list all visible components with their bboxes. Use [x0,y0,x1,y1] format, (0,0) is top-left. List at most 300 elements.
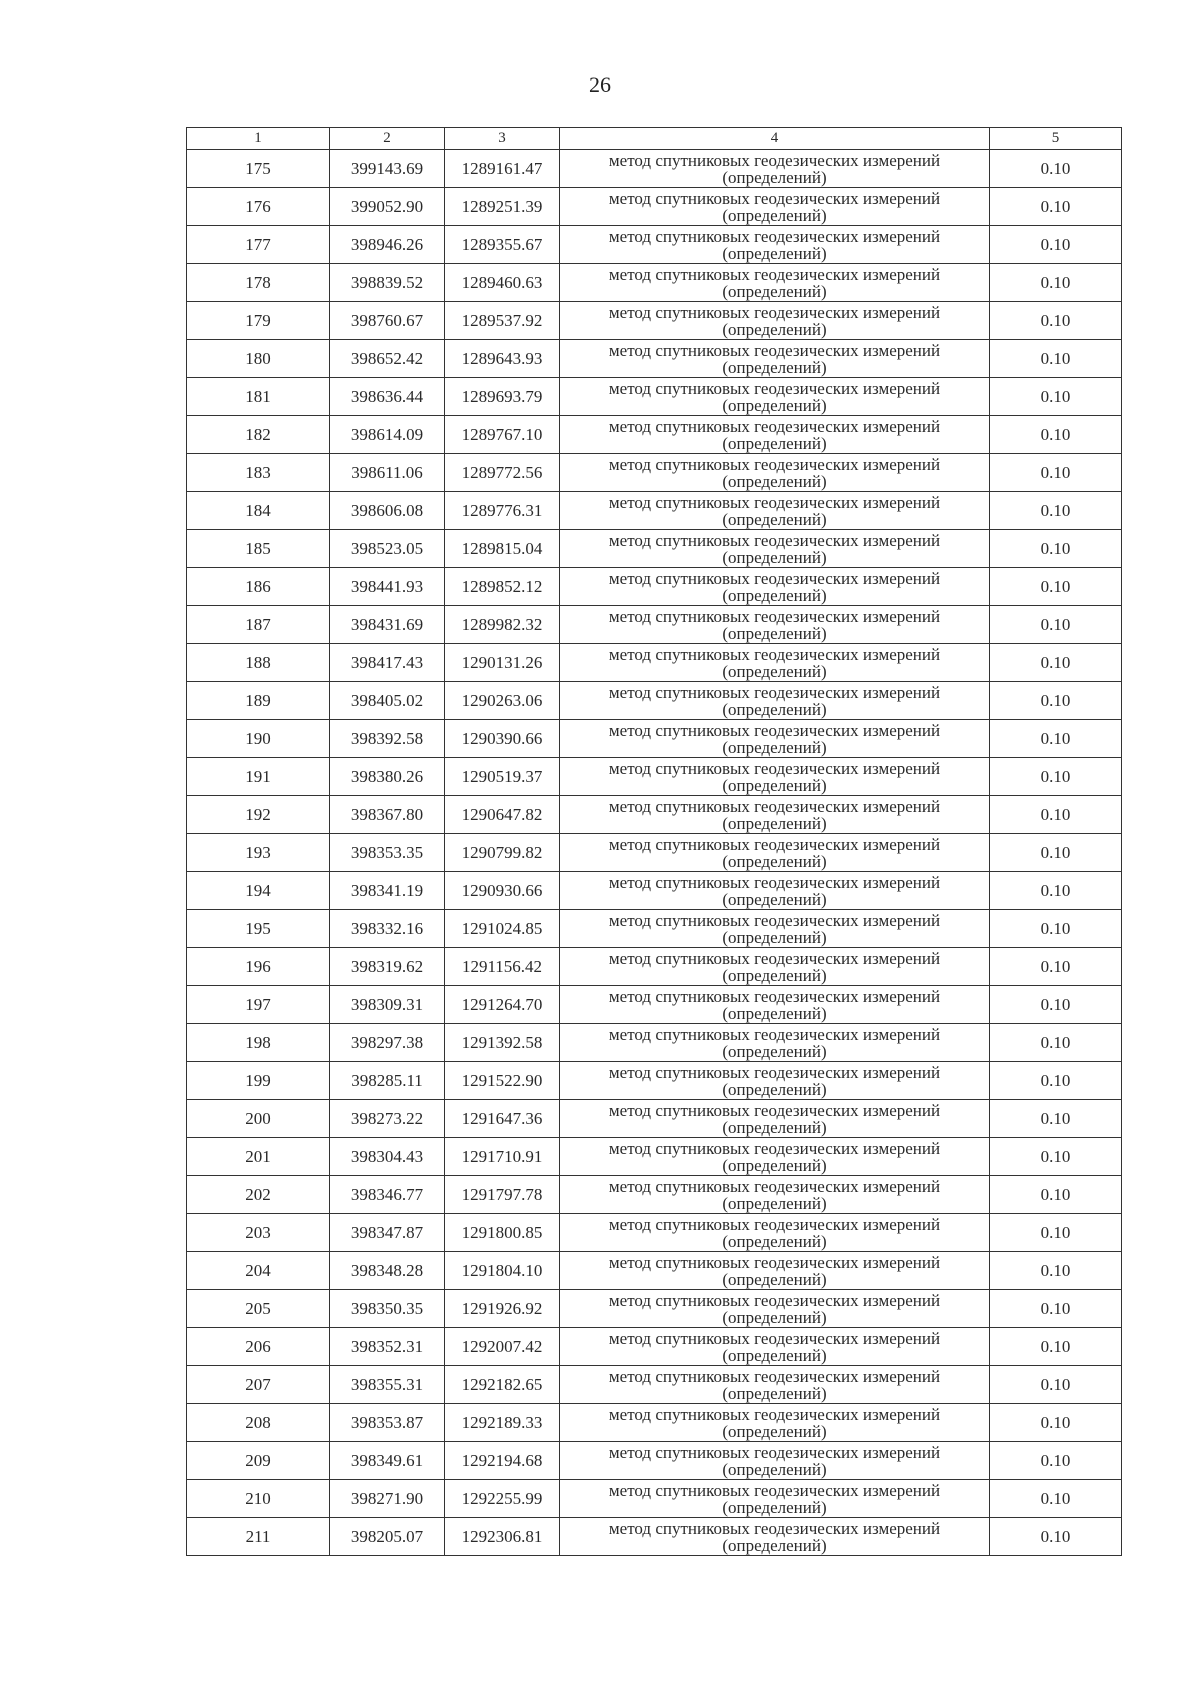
method-text-line1: метод спутниковых геодезических измерений [608,1062,941,1082]
point-number-cell: 177 [187,226,330,264]
point-number-cell: 191 [187,758,330,796]
method-text-line2: (определений) [722,1345,827,1365]
coordinate-y-cell: 1291264.70 [445,986,560,1024]
point-number-cell: 204 [187,1252,330,1290]
method-text-line1: метод спутниковых геодезических измерений [608,1442,941,1462]
accuracy-cell: 0.10 [990,796,1122,834]
method-text-line1: метод спутниковых геодезических измерений [608,1100,941,1120]
table-row [187,1366,1122,1404]
method-text-line2: (определений) [722,1383,827,1403]
table-row [187,948,1122,986]
coordinate-x-cell: 398353.35 [330,834,445,872]
method-text-line1: метод спутниковых геодезических измерений [608,568,941,588]
coordinate-y-cell: 1292255.99 [445,1480,560,1518]
coordinate-y-cell: 1292194.68 [445,1442,560,1480]
table-row [187,340,1122,378]
method-text-line2: (определений) [722,1269,827,1289]
coordinate-y-cell: 1290647.82 [445,796,560,834]
coordinate-x-cell: 398652.42 [330,340,445,378]
coordinate-x-cell: 398380.26 [330,758,445,796]
point-number-cell: 178 [187,264,330,302]
method-text-line2: (определений) [722,167,827,187]
coordinate-y-cell: 1291647.36 [445,1100,560,1138]
method-cell [560,1252,990,1290]
method-text-line1: метод спутниковых геодезических измерений [608,872,941,892]
coordinate-y-cell: 1291804.10 [445,1252,560,1290]
coordinate-x-cell: 398417.43 [330,644,445,682]
method-text-line1: метод спутниковых геодезических измерений [608,1366,941,1386]
point-number-cell: 179 [187,302,330,340]
method-text-line1: метод спутниковых геодезических измерений [608,1138,941,1158]
accuracy-cell: 0.10 [990,530,1122,568]
method-text-line2: (определений) [722,1117,827,1137]
table-row [187,568,1122,606]
table-row [187,986,1122,1024]
point-number-cell: 210 [187,1480,330,1518]
table-row [187,1290,1122,1328]
accuracy-cell: 0.10 [990,454,1122,492]
method-text-line2: (определений) [722,1535,827,1555]
table-row [187,606,1122,644]
coordinate-x-cell: 398355.31 [330,1366,445,1404]
coordinate-x-cell: 399143.69 [330,150,445,188]
method-cell [560,796,990,834]
coordinate-x-cell: 398352.31 [330,1328,445,1366]
table-row [187,188,1122,226]
method-text-line1: метод спутниковых геодезических измерений [608,758,941,778]
method-cell [560,1290,990,1328]
method-cell [560,986,990,1024]
point-number-cell: 188 [187,644,330,682]
table-row [187,1328,1122,1366]
table-row [187,758,1122,796]
method-text-line2: (определений) [722,509,827,529]
method-cell [560,1442,990,1480]
method-cell [560,264,990,302]
point-number-cell: 201 [187,1138,330,1176]
coordinate-y-cell: 1289693.79 [445,378,560,416]
method-text-line2: (определений) [722,1041,827,1061]
coordinate-y-cell: 1291800.85 [445,1214,560,1252]
method-text-line2: (определений) [722,813,827,833]
coordinate-x-cell: 398271.90 [330,1480,445,1518]
accuracy-cell: 0.10 [990,188,1122,226]
point-number-cell: 203 [187,1214,330,1252]
coordinate-y-cell: 1291710.91 [445,1138,560,1176]
coordinate-x-cell: 398523.05 [330,530,445,568]
method-cell [560,948,990,986]
coordinate-x-cell: 398431.69 [330,606,445,644]
method-text-line2: (определений) [722,281,827,301]
accuracy-cell: 0.10 [990,1404,1122,1442]
method-text-line1: метод спутниковых геодезических измерений [608,834,941,854]
point-number-cell: 205 [187,1290,330,1328]
table-row [187,1214,1122,1252]
method-text-line2: (определений) [722,965,827,985]
coordinate-x-cell: 398285.11 [330,1062,445,1100]
coordinate-x-cell: 398348.28 [330,1252,445,1290]
table-row [187,1480,1122,1518]
accuracy-cell: 0.10 [990,872,1122,910]
table-row [187,378,1122,416]
method-text-line1: метод спутниковых геодезических измерений [608,1328,941,1348]
coordinate-x-cell: 398611.06 [330,454,445,492]
method-cell [560,1062,990,1100]
coordinate-x-cell: 398205.07 [330,1518,445,1556]
coordinate-y-cell: 1292189.33 [445,1404,560,1442]
method-cell [560,1404,990,1442]
coordinate-y-cell: 1290131.26 [445,644,560,682]
point-number-cell: 195 [187,910,330,948]
coordinate-x-cell: 398350.35 [330,1290,445,1328]
coordinate-x-cell: 398405.02 [330,682,445,720]
accuracy-cell: 0.10 [990,682,1122,720]
coordinate-x-cell: 398319.62 [330,948,445,986]
coordinate-y-cell: 1289767.10 [445,416,560,454]
accuracy-cell: 0.10 [990,1138,1122,1176]
coordinate-x-cell: 398367.80 [330,796,445,834]
coordinate-x-cell: 398347.87 [330,1214,445,1252]
method-cell [560,302,990,340]
method-text-line1: метод спутниковых геодезических измерений [608,416,941,436]
method-text-line1: метод спутниковых геодезических измерений [608,1404,941,1424]
coordinate-y-cell: 1291522.90 [445,1062,560,1100]
accuracy-cell: 0.10 [990,1214,1122,1252]
point-number-cell: 186 [187,568,330,606]
method-cell [560,1480,990,1518]
method-text-line1: метод спутниковых геодезических измерений [608,492,941,512]
accuracy-cell: 0.10 [990,834,1122,872]
method-text-line2: (определений) [722,1421,827,1441]
method-text-line2: (определений) [722,471,827,491]
table-row [187,150,1122,188]
method-cell [560,454,990,492]
accuracy-cell: 0.10 [990,644,1122,682]
point-number-cell: 193 [187,834,330,872]
method-text-line1: метод спутниковых геодезических измерений [608,796,941,816]
table-row [187,226,1122,264]
method-text-line2: (определений) [722,1231,827,1251]
point-number-cell: 194 [187,872,330,910]
accuracy-cell: 0.10 [990,378,1122,416]
method-text-line2: (определений) [722,1003,827,1023]
column-header-5: 5 [990,128,1122,150]
coordinate-x-cell: 398946.26 [330,226,445,264]
method-text-line1: метод спутниковых геодезических измерений [608,1024,941,1044]
point-number-cell: 192 [187,796,330,834]
table-row [187,1442,1122,1480]
method-text-line2: (определений) [722,319,827,339]
point-number-cell: 190 [187,720,330,758]
method-cell [560,416,990,454]
coordinate-x-cell: 398341.19 [330,872,445,910]
method-cell [560,1176,990,1214]
table-row [187,1138,1122,1176]
method-text-line1: метод спутниковых геодезических измерений [608,264,941,284]
method-cell [560,530,990,568]
method-text-line2: (определений) [722,1193,827,1213]
method-cell [560,1214,990,1252]
coordinate-y-cell: 1289643.93 [445,340,560,378]
point-number-cell: 182 [187,416,330,454]
method-text-line2: (определений) [722,1459,827,1479]
coordinate-x-cell: 398304.43 [330,1138,445,1176]
method-cell [560,720,990,758]
method-text-line1: метод спутниковых геодезических измерений [608,644,941,664]
table-row [187,872,1122,910]
coordinate-x-cell: 398614.09 [330,416,445,454]
accuracy-cell: 0.10 [990,492,1122,530]
table-row [187,302,1122,340]
accuracy-cell: 0.10 [990,416,1122,454]
method-text-line1: метод спутниковых геодезических измерений [608,682,941,702]
coordinate-x-cell: 398353.87 [330,1404,445,1442]
accuracy-cell: 0.10 [990,1062,1122,1100]
table-row [187,1404,1122,1442]
method-cell [560,340,990,378]
method-text-line2: (определений) [722,205,827,225]
accuracy-cell: 0.10 [990,986,1122,1024]
accuracy-cell: 0.10 [990,758,1122,796]
table-row [187,910,1122,948]
column-header-3: 3 [445,128,560,150]
coordinate-y-cell: 1290519.37 [445,758,560,796]
method-cell [560,644,990,682]
accuracy-cell: 0.10 [990,910,1122,948]
accuracy-cell: 0.10 [990,1366,1122,1404]
coordinate-x-cell: 398297.38 [330,1024,445,1062]
coordinate-y-cell: 1291926.92 [445,1290,560,1328]
point-number-cell: 175 [187,150,330,188]
point-number-cell: 209 [187,1442,330,1480]
method-text-line2: (определений) [722,889,827,909]
method-text-line2: (определений) [722,395,827,415]
method-text-line1: метод спутниковых геодезических измерений [608,340,941,360]
point-number-cell: 202 [187,1176,330,1214]
table-body [187,128,1122,1556]
method-text-line1: метод спутниковых геодезических измерений [608,1252,941,1272]
coordinate-x-cell: 398346.77 [330,1176,445,1214]
coordinate-y-cell: 1291797.78 [445,1176,560,1214]
table-row [187,834,1122,872]
coordinate-y-cell: 1289355.67 [445,226,560,264]
method-text-line2: (определений) [722,1497,827,1517]
method-text-line1: метод спутниковых геодезических измерений [608,1518,941,1538]
method-text-line1: метод спутниковых геодезических измерений [608,606,941,626]
table-row [187,416,1122,454]
method-text-line1: метод спутниковых геодезических измерений [608,150,941,170]
method-text-line2: (определений) [722,1155,827,1175]
coordinate-y-cell: 1291156.42 [445,948,560,986]
method-text-line1: метод спутниковых геодезических измерений [608,378,941,398]
method-cell [560,492,990,530]
point-number-cell: 208 [187,1404,330,1442]
point-number-cell: 197 [187,986,330,1024]
point-number-cell: 198 [187,1024,330,1062]
point-number-cell: 211 [187,1518,330,1556]
coordinate-x-cell: 398332.16 [330,910,445,948]
method-text-line2: (определений) [722,851,827,871]
point-number-cell: 189 [187,682,330,720]
coordinate-x-cell: 399052.90 [330,188,445,226]
column-header-2: 2 [330,128,445,150]
method-cell [560,150,990,188]
accuracy-cell: 0.10 [990,1176,1122,1214]
method-text-line1: метод спутниковых геодезических измерений [608,1480,941,1500]
coordinate-y-cell: 1290799.82 [445,834,560,872]
method-text-line1: метод спутниковых геодезических измерений [608,1176,941,1196]
method-cell [560,1138,990,1176]
method-text-line1: метод спутниковых геодезических измерений [608,720,941,740]
coordinate-y-cell: 1289815.04 [445,530,560,568]
coordinate-y-cell: 1291392.58 [445,1024,560,1062]
method-text-line2: (определений) [722,661,827,681]
accuracy-cell: 0.10 [990,1024,1122,1062]
method-text-line2: (определений) [722,433,827,453]
coordinate-y-cell: 1289982.32 [445,606,560,644]
coordinate-y-cell: 1289852.12 [445,568,560,606]
accuracy-cell: 0.10 [990,226,1122,264]
table-row [187,1100,1122,1138]
table-row [187,492,1122,530]
method-text-line1: метод спутниковых геодезических измерений [608,454,941,474]
method-cell [560,910,990,948]
point-number-cell: 181 [187,378,330,416]
coordinate-y-cell: 1289251.39 [445,188,560,226]
table-header-row [187,128,1122,150]
coordinate-y-cell: 1289772.56 [445,454,560,492]
table-row [187,1062,1122,1100]
method-text-line2: (определений) [722,699,827,719]
table-row [187,1252,1122,1290]
coordinate-x-cell: 398441.93 [330,568,445,606]
method-text-line1: метод спутниковых геодезических измерений [608,948,941,968]
coordinate-y-cell: 1289537.92 [445,302,560,340]
point-number-cell: 206 [187,1328,330,1366]
method-text-line1: метод спутниковых геодезических измерений [608,910,941,930]
table-row [187,454,1122,492]
accuracy-cell: 0.10 [990,1518,1122,1556]
method-cell [560,1328,990,1366]
method-text-line2: (определений) [722,775,827,795]
coordinate-x-cell: 398309.31 [330,986,445,1024]
coordinate-x-cell: 398636.44 [330,378,445,416]
accuracy-cell: 0.10 [990,606,1122,644]
table-row [187,644,1122,682]
coordinate-y-cell: 1289776.31 [445,492,560,530]
method-cell [560,1024,990,1062]
accuracy-cell: 0.10 [990,1100,1122,1138]
accuracy-cell: 0.10 [990,1252,1122,1290]
table-row [187,1024,1122,1062]
coordinate-x-cell: 398760.67 [330,302,445,340]
method-text-line1: метод спутниковых геодезических измерений [608,530,941,550]
method-text-line2: (определений) [722,737,827,757]
coordinate-x-cell: 398349.61 [330,1442,445,1480]
method-text-line1: метод спутниковых геодезических измерений [608,1290,941,1310]
method-text-line1: метод спутниковых геодезических измерений [608,1214,941,1234]
coordinate-y-cell: 1290930.66 [445,872,560,910]
page-number: 26 [589,72,611,97]
coordinate-y-cell: 1292306.81 [445,1518,560,1556]
point-number-cell: 180 [187,340,330,378]
accuracy-cell: 0.10 [990,302,1122,340]
column-header-1: 1 [187,128,330,150]
accuracy-cell: 0.10 [990,1442,1122,1480]
method-cell [560,1518,990,1556]
accuracy-cell: 0.10 [990,1328,1122,1366]
point-number-cell: 200 [187,1100,330,1138]
coordinate-x-cell: 398839.52 [330,264,445,302]
point-number-cell: 196 [187,948,330,986]
method-text-line1: метод спутниковых геодезических измерений [608,986,941,1006]
coordinate-y-cell: 1290263.06 [445,682,560,720]
coordinate-x-cell: 398273.22 [330,1100,445,1138]
method-text-line2: (определений) [722,1307,827,1327]
method-cell [560,682,990,720]
method-cell [560,568,990,606]
coordinate-y-cell: 1292182.65 [445,1366,560,1404]
method-text-line2: (определений) [722,357,827,377]
accuracy-cell: 0.10 [990,720,1122,758]
table-row [187,682,1122,720]
accuracy-cell: 0.10 [990,568,1122,606]
accuracy-cell: 0.10 [990,1290,1122,1328]
method-cell [560,188,990,226]
coordinate-y-cell: 1290390.66 [445,720,560,758]
method-text-line2: (определений) [722,623,827,643]
method-cell [560,378,990,416]
coordinate-y-cell: 1289161.47 [445,150,560,188]
point-number-cell: 187 [187,606,330,644]
method-cell [560,1100,990,1138]
table-row [187,530,1122,568]
accuracy-cell: 0.10 [990,948,1122,986]
point-number-cell: 184 [187,492,330,530]
point-number-cell: 183 [187,454,330,492]
table-row [187,720,1122,758]
method-cell [560,1366,990,1404]
accuracy-cell: 0.10 [990,150,1122,188]
coordinates-table [186,127,1122,1556]
coordinate-x-cell: 398392.58 [330,720,445,758]
method-text-line2: (определений) [722,927,827,947]
coordinate-y-cell: 1291024.85 [445,910,560,948]
point-number-cell: 207 [187,1366,330,1404]
method-text-line2: (определений) [722,547,827,567]
method-cell [560,606,990,644]
method-text-line1: метод спутниковых геодезических измерений [608,188,941,208]
column-header-4: 4 [560,128,990,150]
coordinate-y-cell: 1292007.42 [445,1328,560,1366]
accuracy-cell: 0.10 [990,340,1122,378]
coordinate-y-cell: 1289460.63 [445,264,560,302]
point-number-cell: 176 [187,188,330,226]
method-cell [560,226,990,264]
table-row [187,264,1122,302]
point-number-cell: 185 [187,530,330,568]
method-cell [560,834,990,872]
table-row [187,1518,1122,1556]
accuracy-cell: 0.10 [990,1480,1122,1518]
table-row [187,1176,1122,1214]
table-row [187,796,1122,834]
coordinate-x-cell: 398606.08 [330,492,445,530]
point-number-cell: 199 [187,1062,330,1100]
method-text-line2: (определений) [722,243,827,263]
method-text-line2: (определений) [722,1079,827,1099]
method-text-line2: (определений) [722,585,827,605]
